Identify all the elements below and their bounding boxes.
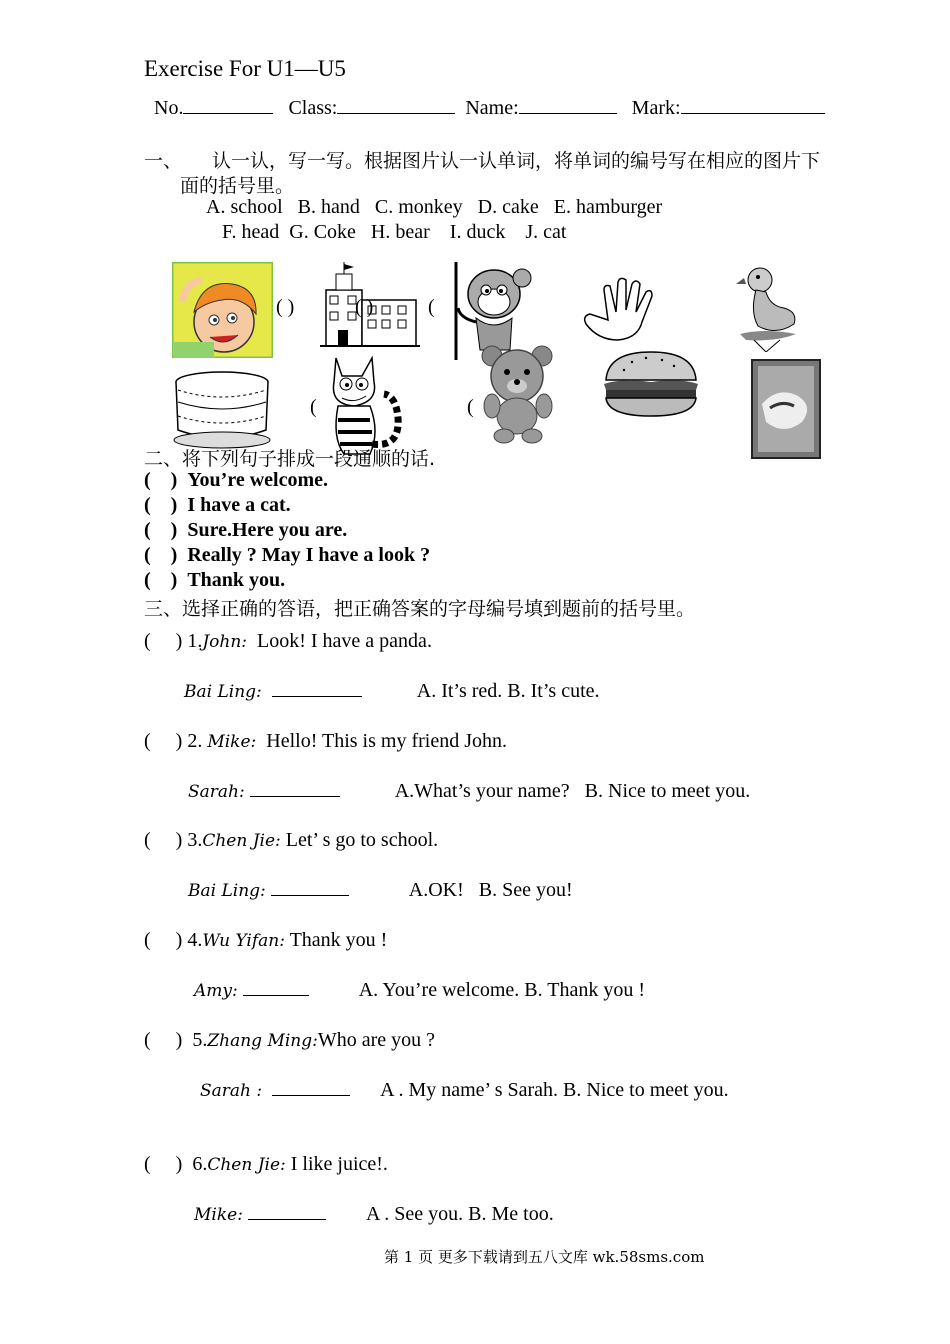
bear-picture bbox=[476, 344, 560, 444]
response-options: A . See you. B. Me too. bbox=[365, 1203, 554, 1225]
question-1 bbox=[144, 630, 432, 653]
speaker-name: John: bbox=[202, 632, 248, 652]
student-info-row bbox=[154, 95, 825, 120]
question-6 bbox=[144, 1153, 388, 1176]
word-bank-row1: A. school B. hand C. monkey D. cake E. hamburger bbox=[206, 196, 663, 218]
class-label: Class: bbox=[288, 97, 338, 119]
order-paren[interactable]: ( ) bbox=[144, 569, 178, 591]
question-number: 2. bbox=[187, 730, 203, 752]
speaker-line: Who are you ? bbox=[317, 1029, 436, 1051]
question-4 bbox=[144, 929, 387, 952]
order-paren[interactable]: ( ) bbox=[144, 494, 178, 516]
speaker-name: Mike: bbox=[207, 732, 257, 752]
section3-heading: 三、选择正确的答语，把正确答案的字母编号填到题前的括号里。 bbox=[144, 598, 696, 620]
response-blank[interactable] bbox=[272, 1079, 350, 1096]
response-blank[interactable] bbox=[248, 1203, 326, 1220]
response-3 bbox=[188, 879, 573, 902]
question-number: 6. bbox=[192, 1153, 208, 1175]
responder-name: Bai Ling: bbox=[184, 682, 262, 702]
order-paren[interactable]: ( ) bbox=[144, 519, 178, 541]
page-title: Exercise For U1—U5 bbox=[144, 56, 346, 81]
no-label: No. bbox=[154, 97, 184, 119]
response-options: A. You’re welcome. B. Thank you ! bbox=[358, 979, 645, 1001]
speaker-line: Look! I have a panda. bbox=[257, 630, 432, 652]
speaker-line: Let’ s go to school. bbox=[285, 829, 439, 851]
response-5 bbox=[200, 1079, 729, 1102]
speaker-name: Chen Jie: bbox=[202, 831, 281, 851]
answer-paren[interactable]: ( ) bbox=[144, 929, 183, 951]
question-number: 1. bbox=[187, 630, 203, 652]
order-text: Really ? May I have a look ? bbox=[187, 544, 431, 566]
name-label: Name: bbox=[465, 97, 519, 119]
speaker-line: Thank you ! bbox=[289, 929, 388, 951]
picture-answer-8[interactable]: ( bbox=[467, 396, 474, 418]
responder-name: Amy: bbox=[194, 981, 238, 1001]
order-item-4 bbox=[144, 544, 430, 567]
speaker-name: Zhang Ming: bbox=[207, 1031, 318, 1051]
picture-answer-2[interactable]: ( ) bbox=[355, 296, 374, 318]
question-2 bbox=[144, 730, 507, 753]
response-2 bbox=[188, 780, 750, 803]
question-number: 3. bbox=[187, 829, 203, 851]
name-field[interactable] bbox=[519, 95, 617, 114]
order-item-5 bbox=[144, 569, 285, 592]
order-item-2 bbox=[144, 494, 291, 517]
response-options: A.What’s your name? B. Nice to meet you. bbox=[394, 780, 751, 802]
order-item-3 bbox=[144, 519, 347, 542]
order-paren[interactable]: ( ) bbox=[144, 544, 178, 566]
question-3 bbox=[144, 829, 438, 852]
response-blank[interactable] bbox=[271, 879, 349, 896]
head-picture bbox=[172, 262, 273, 358]
section1-heading-line2: 面的括号里。 bbox=[180, 175, 295, 197]
picture-answer-7[interactable]: ( bbox=[310, 396, 317, 418]
answer-paren[interactable]: ( ) bbox=[144, 829, 183, 851]
duck-picture bbox=[736, 262, 800, 352]
response-options: A . My name’ s Sarah. B. Nice to meet you. bbox=[380, 1079, 729, 1101]
order-paren[interactable]: ( ) bbox=[144, 469, 178, 491]
speaker-name: Chen Jie: bbox=[207, 1155, 286, 1175]
responder-name: Bai Ling: bbox=[188, 881, 266, 901]
hand-picture bbox=[574, 276, 674, 346]
order-item-1 bbox=[144, 469, 328, 492]
order-text: Thank you. bbox=[187, 569, 286, 591]
response-options: A.OK! B. See you! bbox=[408, 879, 573, 901]
section1-heading-line1: 认一认，写一写。根据图片认一认单词，将单词的编号写在相应的图片下 bbox=[212, 150, 821, 172]
answer-paren[interactable]: ( ) bbox=[144, 1153, 183, 1175]
mark-label: Mark: bbox=[631, 97, 681, 119]
cake-picture bbox=[172, 368, 272, 452]
answer-paren[interactable]: ( ) bbox=[144, 730, 183, 752]
question-number: 4. bbox=[187, 929, 203, 951]
picture-answer-1[interactable]: ( ) bbox=[276, 296, 295, 318]
response-6 bbox=[194, 1203, 554, 1226]
order-text: I have a cat. bbox=[187, 494, 291, 516]
picture-answer-3[interactable]: ( bbox=[428, 296, 435, 318]
response-blank[interactable] bbox=[250, 780, 340, 797]
answer-paren[interactable]: ( ) bbox=[144, 1029, 183, 1051]
hamburger-picture bbox=[602, 350, 700, 420]
word-bank-row2: F. head G. Coke H. bear I. duck J. cat bbox=[222, 221, 567, 243]
section1-number: 一、 bbox=[144, 150, 183, 172]
responder-name: Mike: bbox=[194, 1205, 243, 1225]
order-text: Sure.Here you are. bbox=[187, 519, 348, 541]
question-5 bbox=[144, 1029, 435, 1052]
response-4 bbox=[194, 979, 645, 1002]
class-field[interactable] bbox=[337, 95, 455, 114]
responder-name: Sarah : bbox=[200, 1081, 263, 1101]
speaker-line: I like juice!. bbox=[290, 1153, 388, 1175]
response-options: A. It’s red. B. It’s cute. bbox=[416, 680, 600, 702]
question-number: 5. bbox=[192, 1029, 208, 1051]
section2-heading: 二、将下列句子排成一段通顺的话. bbox=[144, 448, 436, 470]
mark-field[interactable] bbox=[681, 95, 825, 114]
no-field[interactable] bbox=[183, 95, 273, 114]
answer-paren[interactable]: ( ) bbox=[144, 630, 183, 652]
order-text: You’re welcome. bbox=[187, 469, 329, 491]
response-blank[interactable] bbox=[243, 979, 309, 996]
page-footer: 第 1 页 更多下载请到五八文库 wk.58sms.com bbox=[384, 1248, 705, 1266]
coke-picture bbox=[748, 356, 824, 462]
response-blank[interactable] bbox=[272, 680, 362, 697]
speaker-name: Wu Yifan: bbox=[202, 931, 285, 951]
response-1 bbox=[184, 680, 600, 703]
speaker-line: Hello! This is my friend John. bbox=[266, 730, 507, 752]
responder-name: Sarah: bbox=[188, 782, 245, 802]
